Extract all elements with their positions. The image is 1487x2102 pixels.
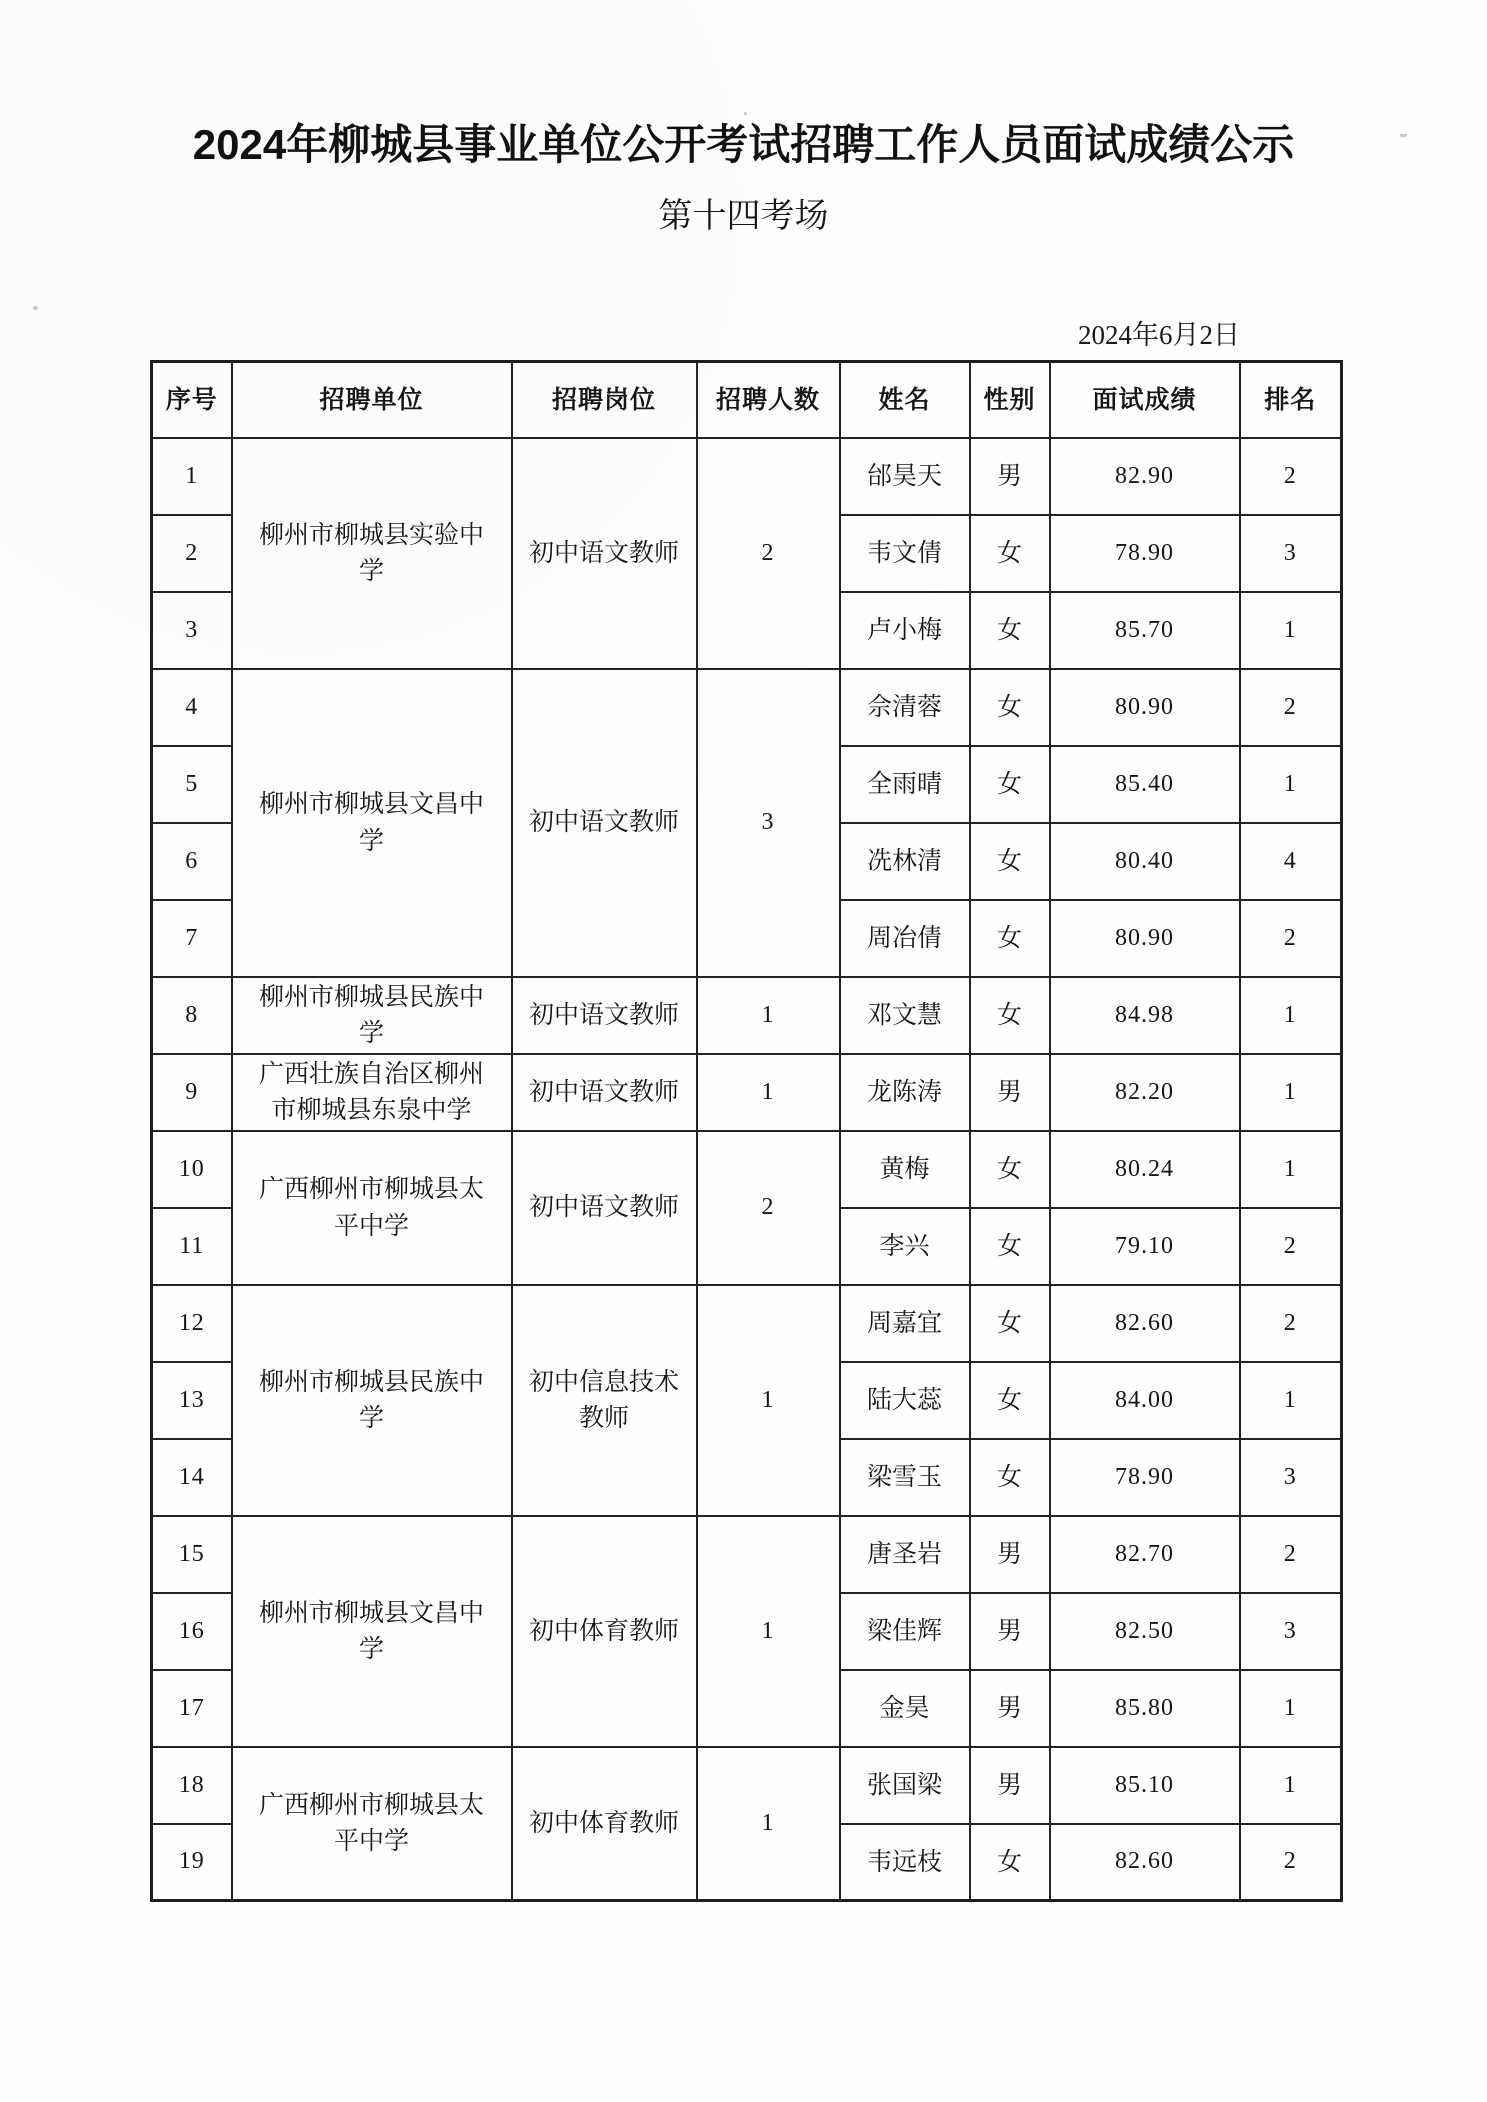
document-date: 2024年6月2日 [1078,320,1240,350]
header-row [152,362,1342,438]
post-cell: 初中语文教师 [512,438,697,669]
unit-cell: 柳州市柳城县文昌中学 [232,669,512,977]
score-cell: 79.10 [1050,1208,1240,1285]
gender-cell: 男 [970,1054,1050,1131]
gender-cell: 女 [970,1824,1050,1901]
count-cell: 1 [697,1516,840,1747]
seq-cell: 15 [152,1516,232,1593]
seq-cell: 14 [152,1439,232,1516]
rank-cell: 1 [1240,1747,1342,1824]
document-title: 2024年柳城县事业单位公开考试招聘工作人员面试成绩公示 [192,121,1295,168]
unit-cell: 柳州市柳城县民族中学 [232,1285,512,1516]
post-cell: 初中语文教师 [512,669,697,977]
count-cell: 1 [697,1054,840,1131]
table-row [152,1054,1342,1131]
post-cell: 初中体育教师 [512,1747,697,1901]
rank-cell: 1 [1240,1670,1342,1747]
post-cell: 初中语文教师 [512,1054,697,1131]
table-body [152,438,1342,1901]
name-cell: 韦远枝 [840,1824,970,1901]
seq-cell: 4 [152,669,232,746]
score-cell: 85.70 [1050,592,1240,669]
count-cell: 1 [697,1747,840,1901]
rank-cell: 3 [1240,515,1342,592]
score-cell: 80.40 [1050,823,1240,900]
gender-cell: 女 [970,900,1050,977]
name-cell: 邓文慧 [840,977,970,1054]
exam-room-subtitle: 第十四考场 [658,197,829,235]
rank-cell: 2 [1240,1285,1342,1362]
seq-cell: 3 [152,592,232,669]
count-cell: 2 [697,1131,840,1285]
table-header [152,362,1342,438]
name-cell: 龙陈涛 [840,1054,970,1131]
seq-cell: 18 [152,1747,232,1824]
table-row [152,1131,1342,1208]
seq-cell: 7 [152,900,232,977]
header-score: 面试成绩 [1050,362,1240,438]
count-cell: 2 [697,438,840,669]
gender-cell: 女 [970,515,1050,592]
score-cell: 84.98 [1050,977,1240,1054]
gender-cell: 女 [970,669,1050,746]
header-unit: 招聘单位 [232,362,512,438]
count-cell: 1 [697,977,840,1054]
gender-cell: 男 [970,1516,1050,1593]
score-cell: 82.60 [1050,1824,1240,1901]
rank-cell: 2 [1240,1208,1342,1285]
rank-cell: 1 [1240,1362,1342,1439]
score-cell: 82.90 [1050,438,1240,515]
name-cell: 周冶倩 [840,900,970,977]
seq-cell: 19 [152,1824,232,1901]
table-row [152,977,1342,1054]
unit-cell: 柳州市柳城县实验中学 [232,438,512,669]
header-count: 招聘人数 [697,362,840,438]
table-row [152,1747,1342,1824]
name-cell: 梁雪玉 [840,1439,970,1516]
interview-score-table [150,360,1343,1902]
rank-cell: 3 [1240,1439,1342,1516]
unit-cell: 柳州市柳城县民族中学 [232,977,512,1054]
gender-cell: 女 [970,1362,1050,1439]
rank-cell: 1 [1240,746,1342,823]
rank-cell: 1 [1240,1131,1342,1208]
count-cell: 3 [697,669,840,977]
table-row [152,1285,1342,1362]
gender-cell: 男 [970,1670,1050,1747]
score-cell: 82.50 [1050,1593,1240,1670]
post-cell: 初中信息技术教师 [512,1285,697,1516]
gender-cell: 女 [970,592,1050,669]
table-row [152,1516,1342,1593]
rank-cell: 3 [1240,1593,1342,1670]
gender-cell: 女 [970,746,1050,823]
count-cell: 1 [697,1285,840,1516]
unit-cell: 柳州市柳城县文昌中学 [232,1516,512,1747]
rank-cell: 1 [1240,977,1342,1054]
name-cell: 唐圣岩 [840,1516,970,1593]
unit-cell: 广西柳州市柳城县太平中学 [232,1747,512,1901]
score-cell: 78.90 [1050,515,1240,592]
name-cell: 陆大蕊 [840,1362,970,1439]
gender-cell: 女 [970,1439,1050,1516]
name-cell: 张国梁 [840,1747,970,1824]
rank-cell: 2 [1240,1516,1342,1593]
name-cell: 金昊 [840,1670,970,1747]
seq-cell: 13 [152,1362,232,1439]
score-cell: 82.20 [1050,1054,1240,1131]
name-cell: 冼林清 [840,823,970,900]
rank-cell: 1 [1240,592,1342,669]
gender-cell: 女 [970,1285,1050,1362]
score-cell: 82.60 [1050,1285,1240,1362]
rank-cell: 2 [1240,900,1342,977]
seq-cell: 12 [152,1285,232,1362]
unit-cell: 广西柳州市柳城县太平中学 [232,1131,512,1285]
name-cell: 全雨晴 [840,746,970,823]
seq-cell: 6 [152,823,232,900]
header-rank: 排名 [1240,362,1342,438]
seq-cell: 10 [152,1131,232,1208]
seq-cell: 17 [152,1670,232,1747]
score-cell: 80.24 [1050,1131,1240,1208]
post-cell: 初中语文教师 [512,977,697,1054]
name-cell: 李兴 [840,1208,970,1285]
gender-cell: 男 [970,1593,1050,1670]
post-cell: 初中语文教师 [512,1131,697,1285]
gender-cell: 女 [970,823,1050,900]
header-gender: 性别 [970,362,1050,438]
seq-cell: 9 [152,1054,232,1131]
scan-artifact [744,112,747,115]
gender-cell: 女 [970,977,1050,1054]
name-cell: 黄梅 [840,1131,970,1208]
score-cell: 85.80 [1050,1670,1240,1747]
score-cell: 84.00 [1050,1362,1240,1439]
header-post: 招聘岗位 [512,362,697,438]
gender-cell: 女 [970,1131,1050,1208]
score-cell: 85.10 [1050,1747,1240,1824]
name-cell: 周嘉宜 [840,1285,970,1362]
score-cell: 78.90 [1050,1439,1240,1516]
scan-artifact [33,306,38,310]
score-cell: 82.70 [1050,1516,1240,1593]
scan-artifact [1400,134,1407,137]
rank-cell: 1 [1240,1054,1342,1131]
seq-cell: 2 [152,515,232,592]
seq-cell: 16 [152,1593,232,1670]
gender-cell: 女 [970,1208,1050,1285]
score-cell: 80.90 [1050,900,1240,977]
seq-cell: 1 [152,438,232,515]
header-seq: 序号 [152,362,232,438]
score-cell: 85.40 [1050,746,1240,823]
name-cell: 佘清蓉 [840,669,970,746]
gender-cell: 男 [970,438,1050,515]
unit-cell: 广西壮族自治区柳州市柳城县东泉中学 [232,1054,512,1131]
post-cell: 初中体育教师 [512,1516,697,1747]
name-cell: 韦文倩 [840,515,970,592]
rank-cell: 4 [1240,823,1342,900]
seq-cell: 5 [152,746,232,823]
name-cell: 梁佳辉 [840,1593,970,1670]
header-name: 姓名 [840,362,970,438]
rank-cell: 2 [1240,669,1342,746]
name-cell: 邰昊天 [840,438,970,515]
table-row [152,669,1342,746]
gender-cell: 男 [970,1747,1050,1824]
name-cell: 卢小梅 [840,592,970,669]
rank-cell: 2 [1240,438,1342,515]
seq-cell: 8 [152,977,232,1054]
score-cell: 80.90 [1050,669,1240,746]
table-row [152,438,1342,515]
seq-cell: 11 [152,1208,232,1285]
rank-cell: 2 [1240,1824,1342,1901]
